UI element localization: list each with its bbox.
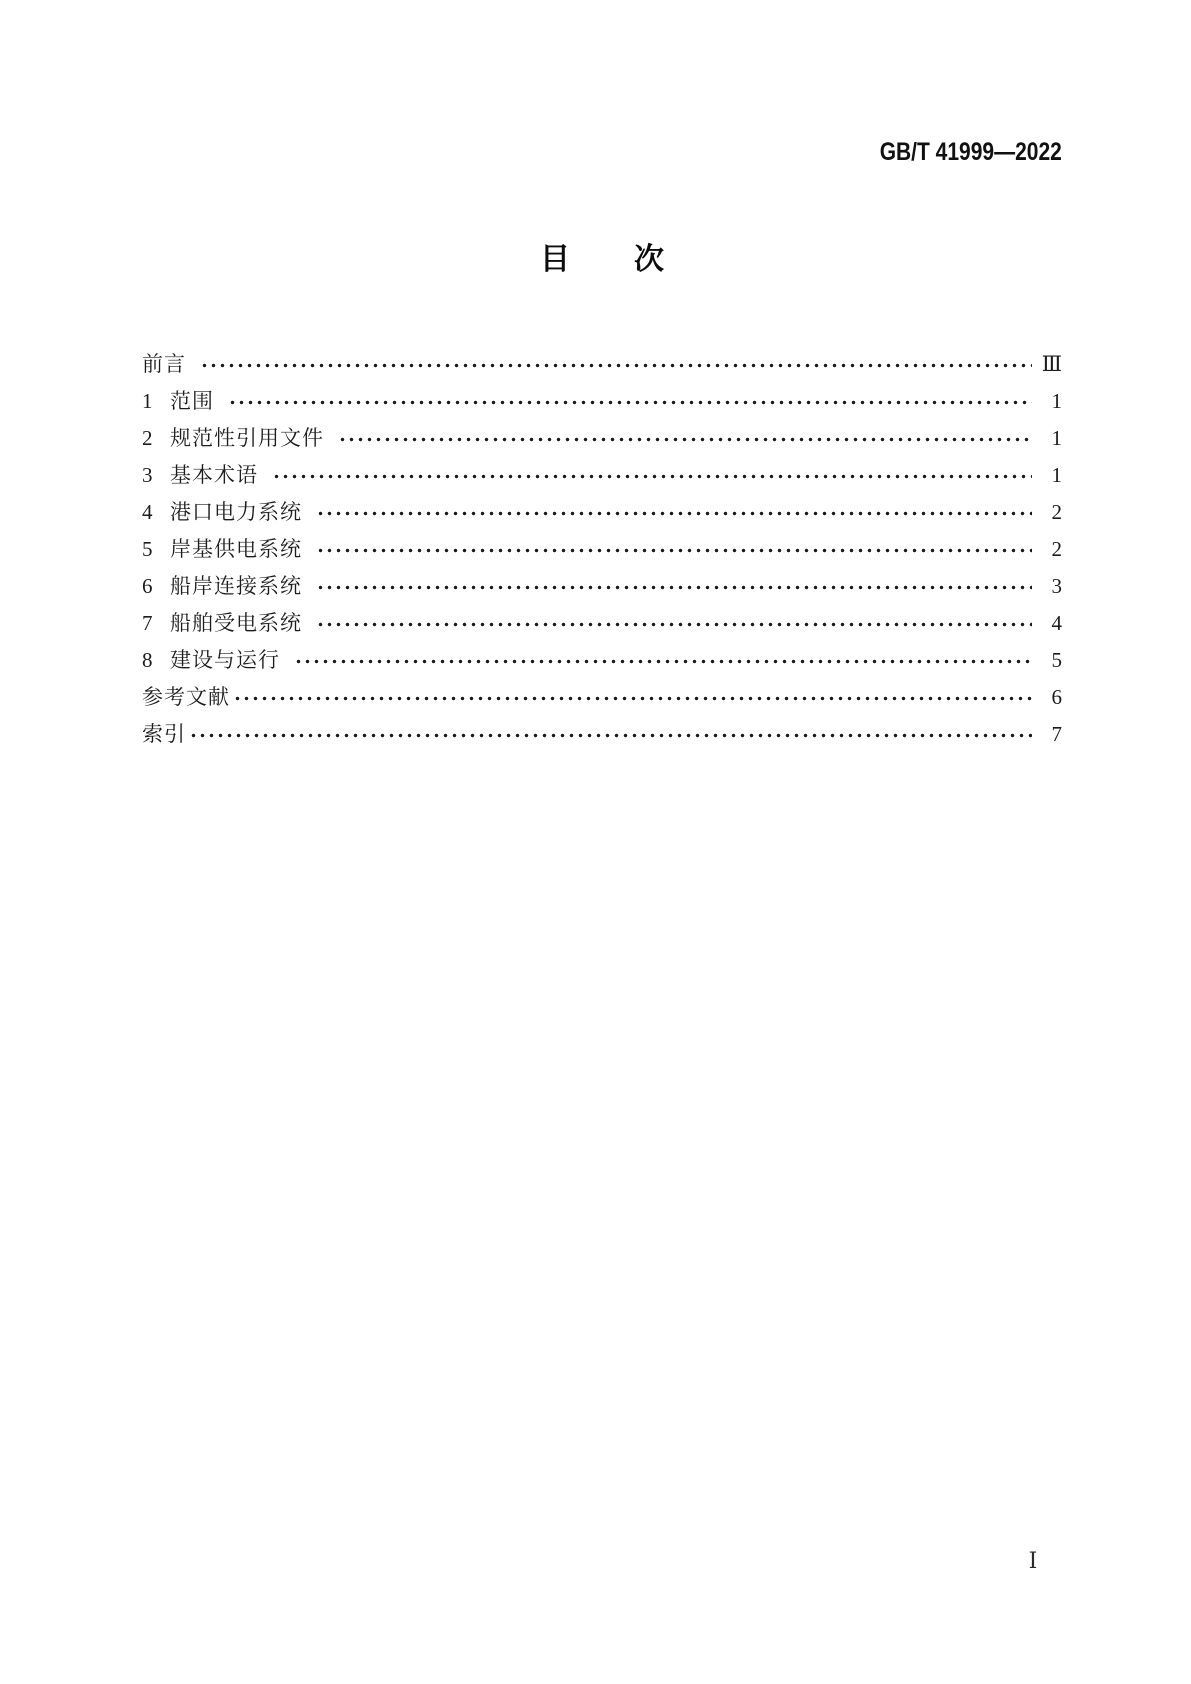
toc-entry-number: 5 bbox=[142, 536, 153, 561]
toc-entry-page: 6 bbox=[1051, 684, 1062, 709]
toc-entry-label: 建设与运行 bbox=[170, 647, 280, 672]
toc-entry-number: 6 bbox=[142, 573, 153, 598]
dot-leader bbox=[189, 731, 1032, 740]
toc-entry-ship-power-receiving-system bbox=[142, 604, 1062, 641]
toc-entry-foreword bbox=[142, 345, 1062, 382]
dot-leader bbox=[316, 509, 1032, 518]
dot-leader bbox=[338, 435, 1032, 444]
toc-entry-index bbox=[142, 715, 1062, 752]
toc-entry-shore-power-supply-system bbox=[142, 530, 1062, 567]
toc-entry-label: 范围 bbox=[170, 388, 214, 413]
toc-entry-page: 1 bbox=[1051, 388, 1062, 413]
toc-entry-number: 2 bbox=[142, 425, 153, 450]
page-title bbox=[142, 245, 1062, 275]
dot-leader bbox=[228, 398, 1032, 407]
footer-page-number: Ⅰ bbox=[1028, 1548, 1038, 1573]
toc-entry-ship-shore-connection-system bbox=[142, 567, 1062, 604]
toc-entry-label: 索引 bbox=[142, 721, 186, 746]
toc-entry-construction-and-operation bbox=[142, 641, 1062, 678]
dot-leader bbox=[294, 657, 1032, 666]
table-of-contents bbox=[142, 345, 1062, 752]
toc-entry-number: 4 bbox=[142, 499, 153, 524]
toc-entry-page: 1 bbox=[1051, 462, 1062, 487]
toc-entry-label: 基本术语 bbox=[170, 462, 258, 487]
toc-entry-page: 2 bbox=[1051, 536, 1062, 561]
dot-leader bbox=[316, 583, 1032, 592]
toc-entry-page: Ⅲ bbox=[1041, 351, 1062, 376]
toc-entry-label: 船舶受电系统 bbox=[170, 610, 302, 635]
toc-entry-label: 前言 bbox=[142, 351, 186, 376]
dot-leader bbox=[316, 620, 1032, 629]
toc-entry-page: 2 bbox=[1051, 499, 1062, 524]
toc-entry-page: 4 bbox=[1051, 610, 1062, 635]
page-title-char-left: 目 bbox=[540, 243, 570, 276]
toc-entry-normative-references bbox=[142, 419, 1062, 456]
toc-entry-label: 规范性引用文件 bbox=[170, 425, 324, 450]
toc-entry-number: 7 bbox=[142, 610, 153, 635]
toc-entry-number: 3 bbox=[142, 462, 153, 487]
dot-leader bbox=[272, 472, 1032, 481]
toc-entry-label: 港口电力系统 bbox=[170, 499, 302, 524]
toc-entry-port-power-system bbox=[142, 493, 1062, 530]
toc-entry-references bbox=[142, 678, 1062, 715]
toc-entry-number: 1 bbox=[142, 388, 153, 413]
toc-entry-label: 参考文献 bbox=[142, 684, 230, 709]
toc-entry-label: 岸基供电系统 bbox=[170, 536, 302, 561]
toc-entry-number: 8 bbox=[142, 647, 153, 672]
toc-entry-label: 船岸连接系统 bbox=[170, 573, 302, 598]
dot-leader bbox=[233, 694, 1032, 703]
toc-entry-page: 3 bbox=[1051, 573, 1062, 598]
toc-entry-page: 1 bbox=[1051, 425, 1062, 450]
toc-entry-page: 5 bbox=[1051, 647, 1062, 672]
toc-entry-basic-terms bbox=[142, 456, 1062, 493]
toc-entry-scope bbox=[142, 382, 1062, 419]
dot-leader bbox=[200, 361, 1032, 370]
dot-leader bbox=[316, 546, 1032, 555]
standard-number: GB/T 41999—2022 bbox=[879, 138, 1062, 166]
page-title-char-right: 次 bbox=[634, 243, 664, 276]
toc-entry-page: 7 bbox=[1051, 721, 1062, 746]
